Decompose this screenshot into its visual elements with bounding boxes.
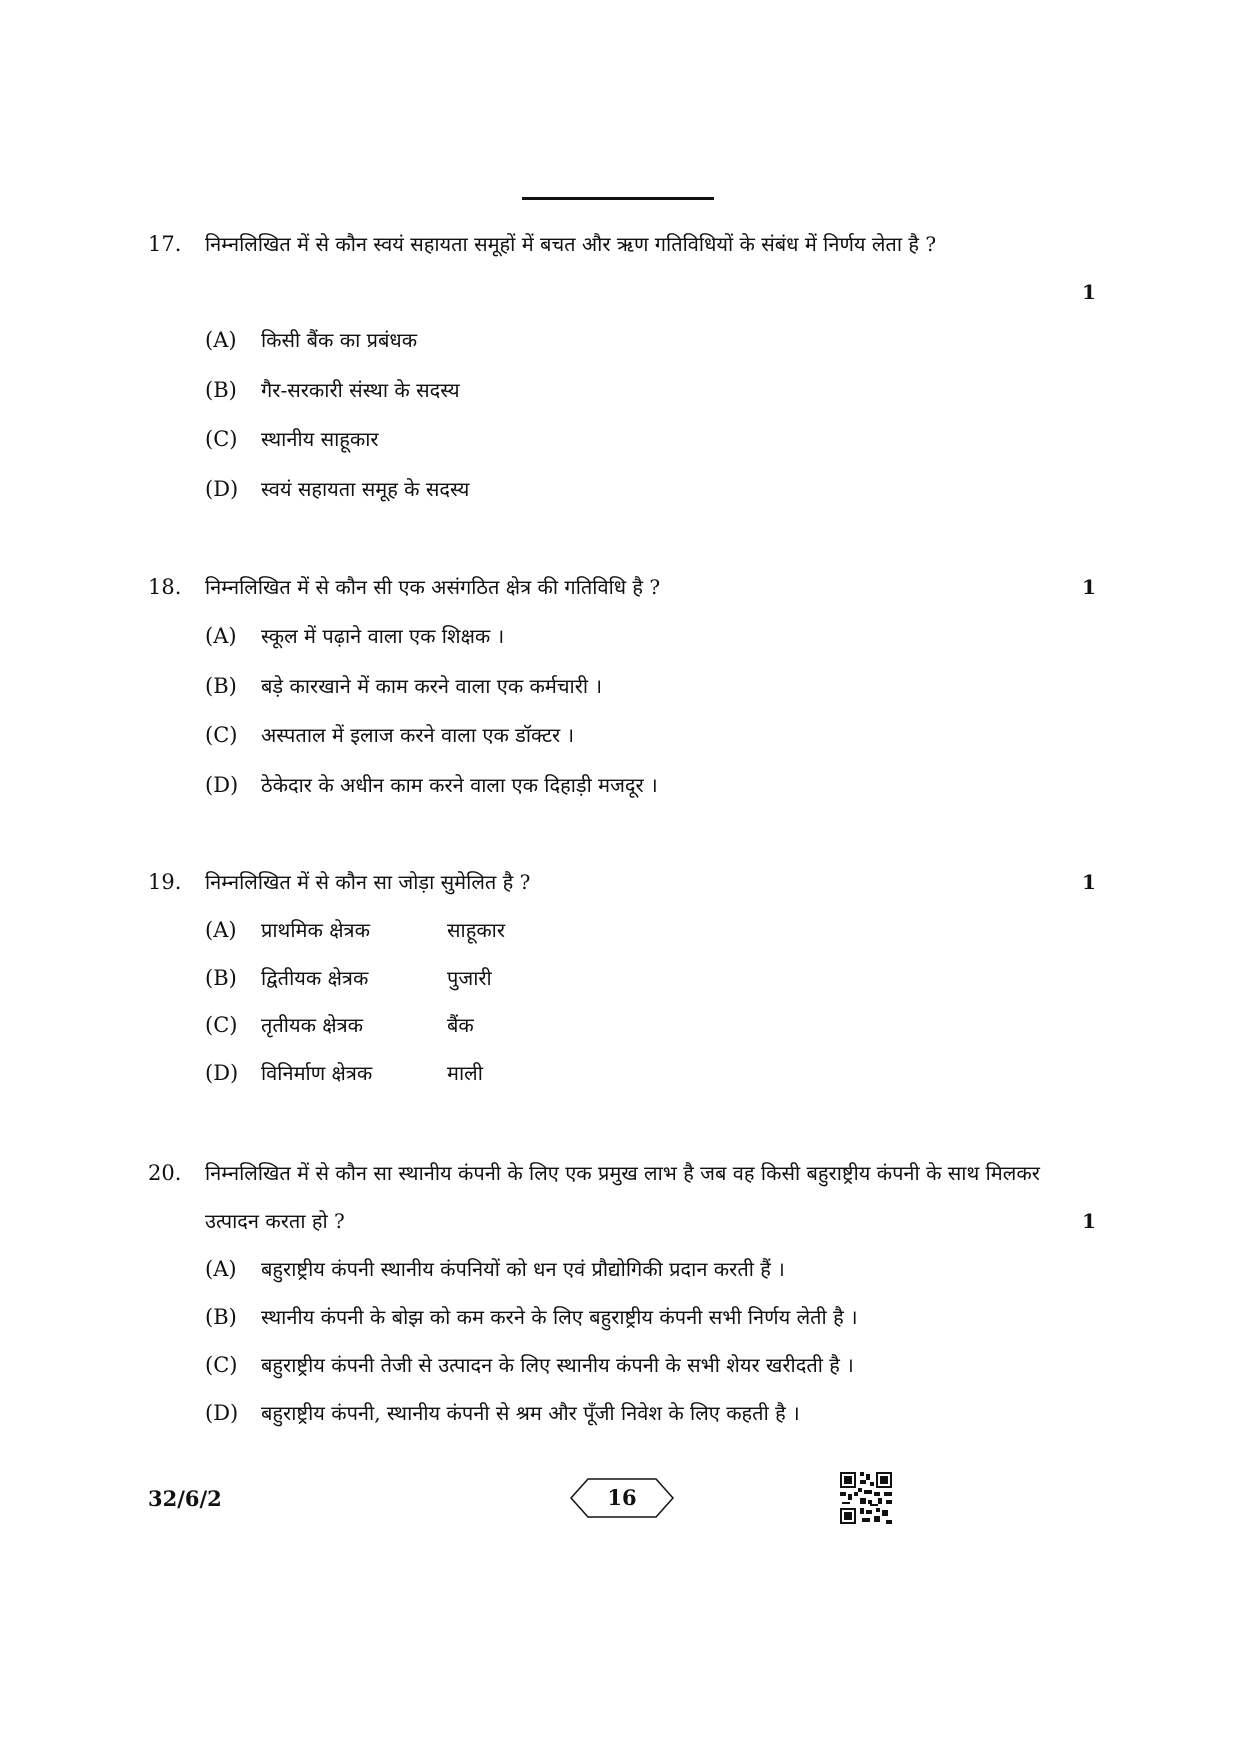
option-text: स्थानीय साहूकार [261, 427, 379, 451]
option-label: (B) [205, 674, 237, 698]
option-d [205, 761, 658, 809]
option-text: बड़े कारखाने में काम करने वाला एक कर्मचारी । [261, 674, 603, 698]
option-sector: प्राथमिक क्षेत्रक [261, 918, 370, 942]
option-d [205, 465, 469, 513]
option-match: साहूकार [447, 918, 506, 942]
question-number: 18. [148, 575, 182, 599]
question-number: 20. [148, 1161, 182, 1185]
option-text: स्कूल में पढ़ाने वाला एक शिक्षक । [261, 624, 505, 648]
option-b [205, 662, 602, 710]
option-text: ठेकेदार के अधीन काम करने वाला एक दिहाड़ी मजदूर । [261, 773, 658, 797]
option-sector: तृतीयक क्षेत्रक [261, 1013, 364, 1037]
option-label: (B) [205, 966, 237, 990]
paper-code: 32/6/2 [148, 1486, 222, 1511]
option-label: (A) [205, 328, 237, 352]
option-a [205, 906, 505, 954]
question-text: निम्नलिखित में से कौन सी एक असंगठित क्षेत्र की गतिविधि है ? [205, 575, 661, 599]
option-label: (C) [205, 1353, 238, 1377]
option-sector: विनिर्माण क्षेत्रक [261, 1061, 373, 1085]
option-text: बहुराष्ट्रीय कंपनी स्थानीय कंपनियों को धन एवं प्रौद्योगिकी प्रदान करती हैं । [261, 1257, 785, 1281]
option-b [205, 954, 492, 1002]
option-label: (D) [205, 477, 239, 501]
question-number: 17. [148, 232, 182, 256]
option-label: (A) [205, 918, 237, 942]
question-text: निम्नलिखित में से कौन सा स्थानीय कंपनी के लिए एक प्रमुख लाभ है जब वह किसी बहुराष्ट्रीय कंपनी के साथ मिलकर उत्पादन करता हो ? [205, 1161, 1040, 1233]
option-label: (A) [205, 1257, 237, 1281]
option-a [205, 1245, 785, 1293]
question-number: 19. [148, 870, 182, 894]
option-label: (C) [205, 723, 238, 747]
option-label: (D) [205, 1401, 239, 1425]
option-d [205, 1049, 483, 1097]
option-label: (B) [205, 1305, 237, 1329]
question-marks: 1 [1082, 870, 1096, 894]
question-text: निम्नलिखित में से कौन सा जोड़ा सुमेलित है ? [205, 870, 531, 894]
option-label: (B) [205, 378, 237, 402]
option-a [205, 612, 504, 660]
option-c [205, 711, 574, 759]
option-text: बहुराष्ट्रीय कंपनी, स्थानीय कंपनी से श्रम और पूँजी निवेश के लिए कहती है । [261, 1401, 800, 1425]
option-text: किसी बैंक का प्रबंधक [261, 328, 418, 352]
top-divider [522, 197, 714, 200]
option-match: बैंक [447, 1013, 474, 1037]
option-text: अस्पताल में इलाज करने वाला एक डॉक्टर । [261, 723, 575, 747]
question-text: निम्नलिखित में से कौन स्वयं सहायता समूहों में बचत और ऋण गतिविधियों के संबंध में निर्णय लेता है ? [205, 232, 937, 256]
option-b [205, 1293, 858, 1341]
option-text: स्वयं सहायता समूह के सदस्य [261, 477, 470, 501]
option-match: माली [447, 1061, 483, 1085]
option-a [205, 316, 417, 364]
question-marks: 1 [1082, 575, 1096, 599]
option-text: बहुराष्ट्रीय कंपनी तेजी से उत्पादन के लिए स्थानीय कंपनी के सभी शेयर खरीदती है । [261, 1353, 854, 1377]
question-marks: 1 [1082, 280, 1096, 304]
option-c [205, 1001, 474, 1049]
option-b [205, 366, 460, 414]
option-match: पुजारी [447, 966, 492, 990]
question-marks: 1 [1082, 1209, 1096, 1233]
option-label: (D) [205, 773, 239, 797]
option-text: स्थानीय कंपनी के बोझ को कम करने के लिए बहुराष्ट्रीय कंपनी सभी निर्णय लेती है । [261, 1305, 858, 1329]
option-sector: द्वितीयक क्षेत्रक [261, 966, 369, 990]
page-number: 16 [607, 1485, 637, 1510]
option-c [205, 1341, 854, 1389]
qr-code-icon [838, 1470, 894, 1526]
option-label: (D) [205, 1061, 239, 1085]
option-label: (C) [205, 427, 238, 451]
option-label: (C) [205, 1013, 238, 1037]
option-d [205, 1389, 800, 1437]
option-text: गैर-सरकारी संस्था के सदस्य [261, 378, 460, 402]
option-label: (A) [205, 624, 237, 648]
option-c [205, 415, 379, 463]
